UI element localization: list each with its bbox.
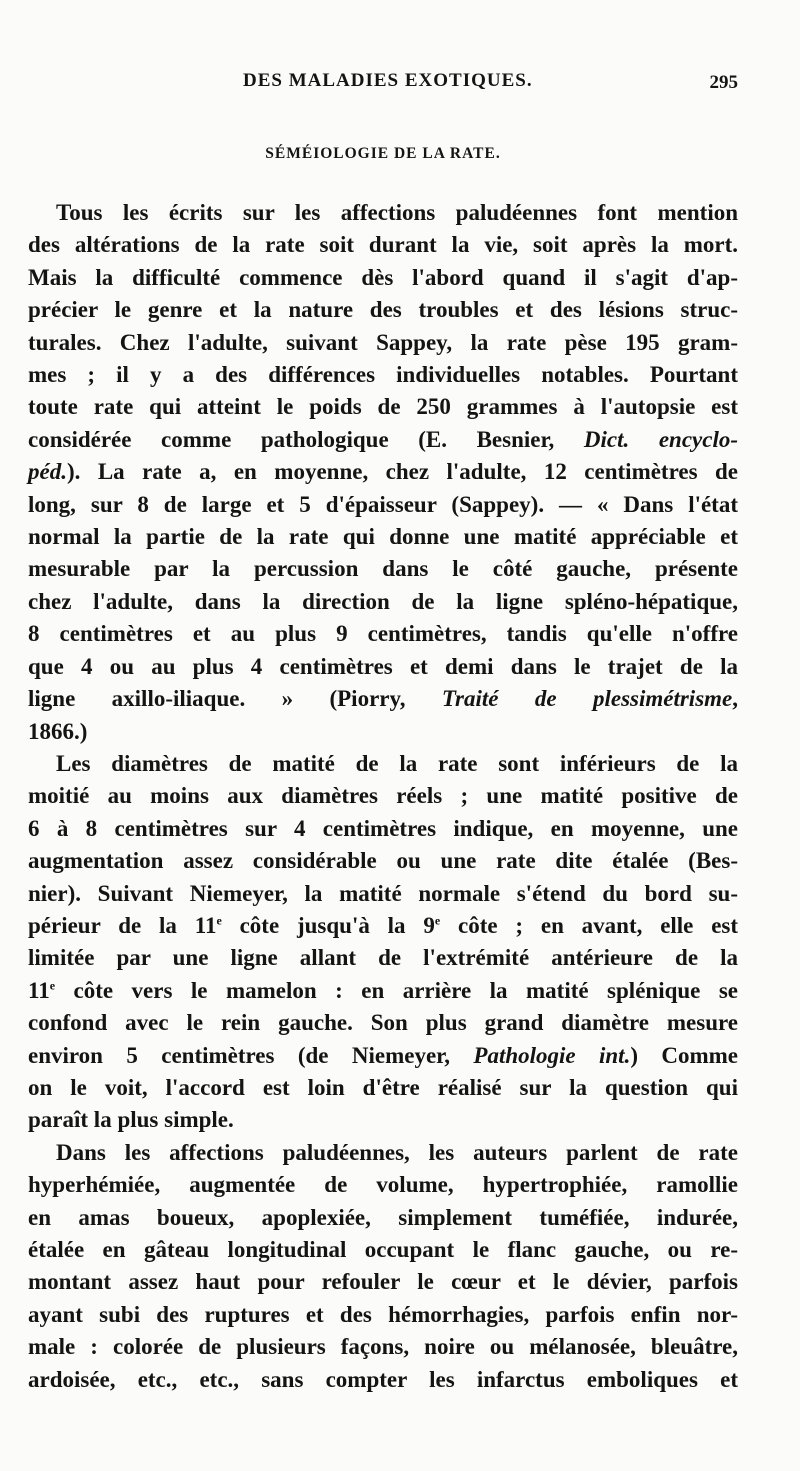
text-line: turales. Chez l'adulte, suivant Sappey, la rate pèse 195 gram- — [28, 329, 738, 355]
text-line: limitée par une ligne allant de l'extrémité antérieure de la — [28, 945, 738, 971]
text-segment: ). La rate a, en moyenne, chez l'adulte, 12 centimètres de — [66, 459, 738, 485]
text-line: long, sur 8 de large et 5 d'épaisseur (Sappey). — « Dans l'état — [28, 491, 738, 517]
italic-reference: Dict. encyclo- — [583, 426, 738, 452]
text-segment: ) Comme — [630, 1042, 739, 1068]
text-line: normal la partie de la rate qui donne une matité appréciable et — [28, 524, 738, 550]
text-line: mesurable par la percussion dans le côté gauche, présente — [28, 556, 738, 582]
text-line: paraît la plus simple. — [28, 1107, 234, 1133]
text-segment: ligne axillo-iliaque. » (Piorry, — [28, 686, 406, 712]
italic-reference: Pathologie int. — [473, 1042, 631, 1068]
text-segment: périeur de la 11 — [28, 912, 217, 938]
text-segment: côte ; en avant, elle est — [440, 912, 739, 938]
text-line: ayant subi des ruptures et des hémorrhagies, parfois enfin nor- — [28, 1301, 738, 1327]
text-line: que 4 ou au plus 4 centimètres et demi dans le trajet de la — [28, 653, 738, 679]
text-line — [28, 424, 738, 456]
page-header — [28, 70, 738, 100]
text-line: étalée en gâteau longitudinal occupant le flanc gauche, ou re- — [28, 1237, 738, 1262]
text-line: toute rate qui atteint le poids de 250 grammes à l'autopsie est — [28, 394, 738, 420]
text-line — [28, 683, 738, 715]
text-line — [28, 975, 738, 1007]
superscript: e — [434, 913, 441, 928]
italic-reference: Traité de plessimétrisme — [441, 686, 733, 712]
text-segment: côte vers le mamelon : en arrière la matité splénique se — [55, 977, 738, 1003]
superscript: e — [49, 978, 56, 993]
text-line: nier). Suivant Niemeyer, la matité normale s'étend du bord su- — [28, 880, 738, 906]
text-line — [28, 456, 738, 488]
text-line: hyperhémiée, augmentée de volume, hypertrophiée, ramollie — [28, 1172, 738, 1198]
section-title: SÉMÉIOLOGIE DE LA RATE. — [265, 145, 501, 162]
text-line: 6 à 8 centimètres sur 4 centimètres indique, en moyenne, une — [28, 815, 738, 841]
text-line: 1866.) — [28, 718, 88, 744]
text-line: montant assez haut pour refouler le cœur et le dévier, parfois — [28, 1269, 738, 1295]
text-segment: côte jusqu'à la 9 — [221, 912, 435, 938]
text-line: on le voit, l'accord est loin d'être réalisé sur la question qui — [28, 1074, 738, 1100]
text-line: Mais la difficulté commence dès l'abord quand il s'agit d'ap- — [28, 264, 738, 290]
superscript: e — [216, 913, 222, 928]
text-segment: considérée comme pathologique (E. Besnier, — [28, 426, 555, 452]
text-line: Tous les écrits sur les affections paludéennes font mention — [56, 200, 738, 225]
text-line: ardoisée, etc., etc., sans compter les infarctus emboliques et — [28, 1366, 738, 1392]
text-line: 8 centimètres et au plus 9 centimètres, tandis qu'elle n'offre — [28, 621, 738, 647]
text-line: mes ; il y a des différences individuelles notables. Pourtant — [28, 362, 738, 388]
text-line — [28, 1040, 738, 1072]
running-title: DES MALADIES EXOTIQUES. — [243, 70, 533, 91]
text-line: male : colorée de plusieurs façons, noire ou mélanosée, bleuâtre, — [28, 1334, 738, 1360]
text-segment: environ 5 centimètres (de Niemeyer, — [28, 1042, 451, 1068]
text-line: Les diamètres de matité de la rate sont inférieurs de la — [56, 750, 738, 776]
text-line — [28, 910, 738, 942]
body-text — [28, 197, 738, 1396]
text-segment: 11 — [28, 977, 50, 1003]
text-line: précier le genre et la nature des troubles et des lésions struc- — [28, 297, 738, 323]
text-line: en amas boueux, apoplexiée, simplement tuméfiée, indurée, — [28, 1204, 738, 1230]
text-line: augmentation assez considérable ou une rate dite étalée (Bes- — [28, 848, 738, 874]
text-line: chez l'adulte, dans la direction de la ligne spléno-hépatique, — [28, 588, 738, 614]
italic-reference: péd. — [28, 459, 67, 485]
text-line: Dans les affections paludéennes, les auteurs parlent de rate — [56, 1139, 738, 1165]
page-number: 295 — [709, 72, 738, 93]
text-line: des altérations de la rate soit durant la vie, soit après la mort. — [28, 232, 738, 258]
text-segment: , — [732, 686, 738, 712]
text-line: confond avec le rein gauche. Son plus grand diamètre mesure — [28, 1010, 738, 1036]
text-line: moitié au moins aux diamètres réels ; une matité positive de — [28, 783, 738, 809]
